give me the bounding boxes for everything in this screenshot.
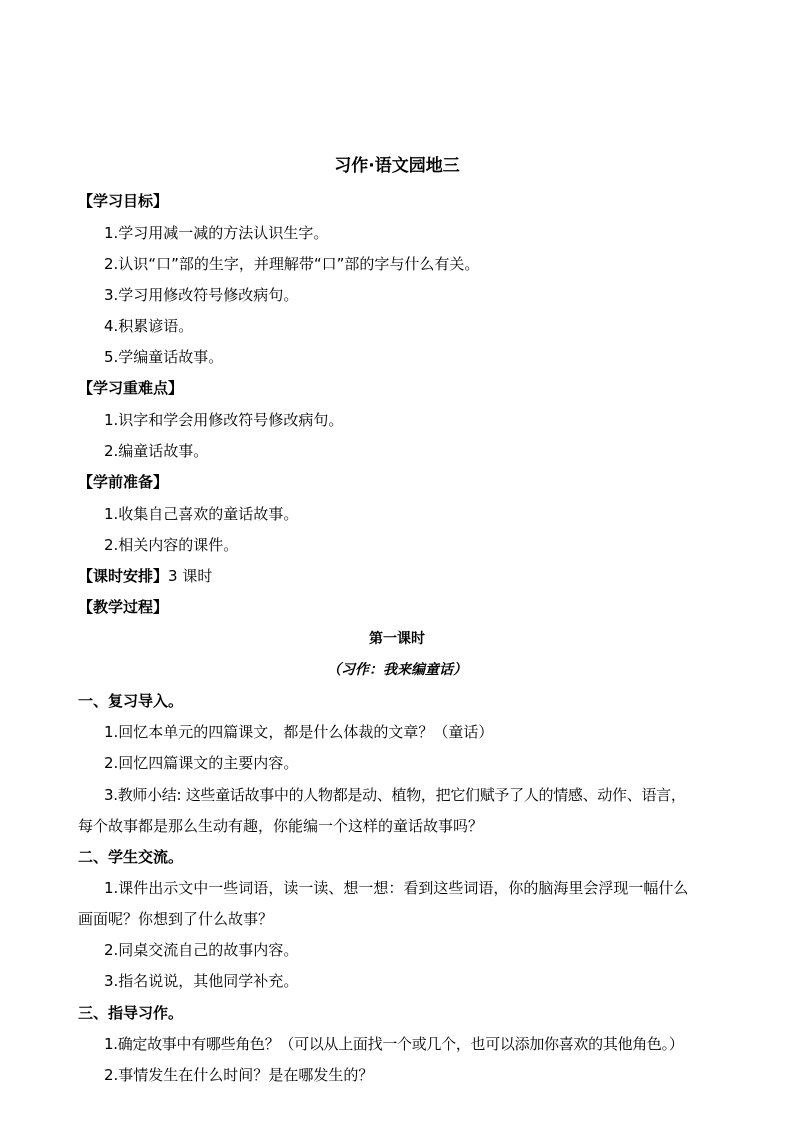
section-heading: 二、学生交流。	[78, 848, 184, 866]
objective-item: 3.学习用修改符号修改病句。	[104, 286, 299, 304]
key-point-item: 1.识字和学会用修改符号修改病句。	[104, 411, 344, 429]
objectives-heading: 【学习目标】	[78, 192, 169, 210]
section-line: 2.回忆四篇课文的主要内容。	[104, 754, 299, 772]
section-line: 1.确定故事中有哪些角色？（可以从上面找一个或几个，也可以添加你喜欢的其他角色。）	[104, 1035, 684, 1053]
section-line: 1.课件出示文中一些词语，读一读、想一想：看到这些词语，你的脑海里会浮现一幅什么	[104, 879, 689, 897]
key-point-item: 2.编童话故事。	[104, 442, 209, 460]
section-line: 2.同桌交流自己的故事内容。	[104, 941, 299, 959]
section-heading: 三、指导习作。	[78, 1004, 184, 1022]
section-line: 每个故事都是那么生动有趣，你能编一个这样的童话故事吗？	[78, 817, 484, 835]
schedule-value: 3 课时	[168, 567, 213, 585]
objective-item: 5.学编童话故事。	[104, 348, 224, 366]
section-line: 3.指名说说，其他同学补充。	[104, 972, 299, 990]
section-line: 画面呢？你想到了什么故事？	[78, 910, 274, 928]
objective-item: 2.认识“口”部的生字，并理解带“口”部的字与什么有关。	[104, 255, 480, 273]
preparation-item: 2.相关内容的课件。	[104, 536, 239, 554]
preparation-heading: 【学前准备】	[78, 473, 169, 491]
process-heading: 【教学过程】	[78, 598, 169, 616]
section-line: 1.回忆本单元的四篇课文，都是什么体裁的文章？（童话）	[104, 723, 494, 741]
key-points-heading: 【学习重难点】	[78, 379, 184, 397]
schedule-line	[78, 566, 738, 586]
lesson-subtitle: （习作：我来编童话）	[327, 662, 467, 678]
objective-item: 1.学习用减一减的方法认识生字。	[104, 224, 329, 242]
section-line: 2.事情发生在什么时间？是在哪发生的？	[104, 1066, 374, 1084]
schedule-heading: 【课时安排】	[78, 567, 169, 585]
page-title: 习作·语文园地三	[334, 156, 460, 176]
section-heading: 一、复习导入。	[78, 692, 184, 710]
lesson-title: 第一课时	[369, 631, 425, 647]
section-line: 3.教师小结: 这些童话故事中的人物都是动、植物，把它们赋予了人的情感、动作、语言，	[104, 786, 686, 804]
objective-item: 4.积累谚语。	[104, 317, 194, 335]
preparation-item: 1.收集自己喜欢的童话故事。	[104, 505, 299, 523]
